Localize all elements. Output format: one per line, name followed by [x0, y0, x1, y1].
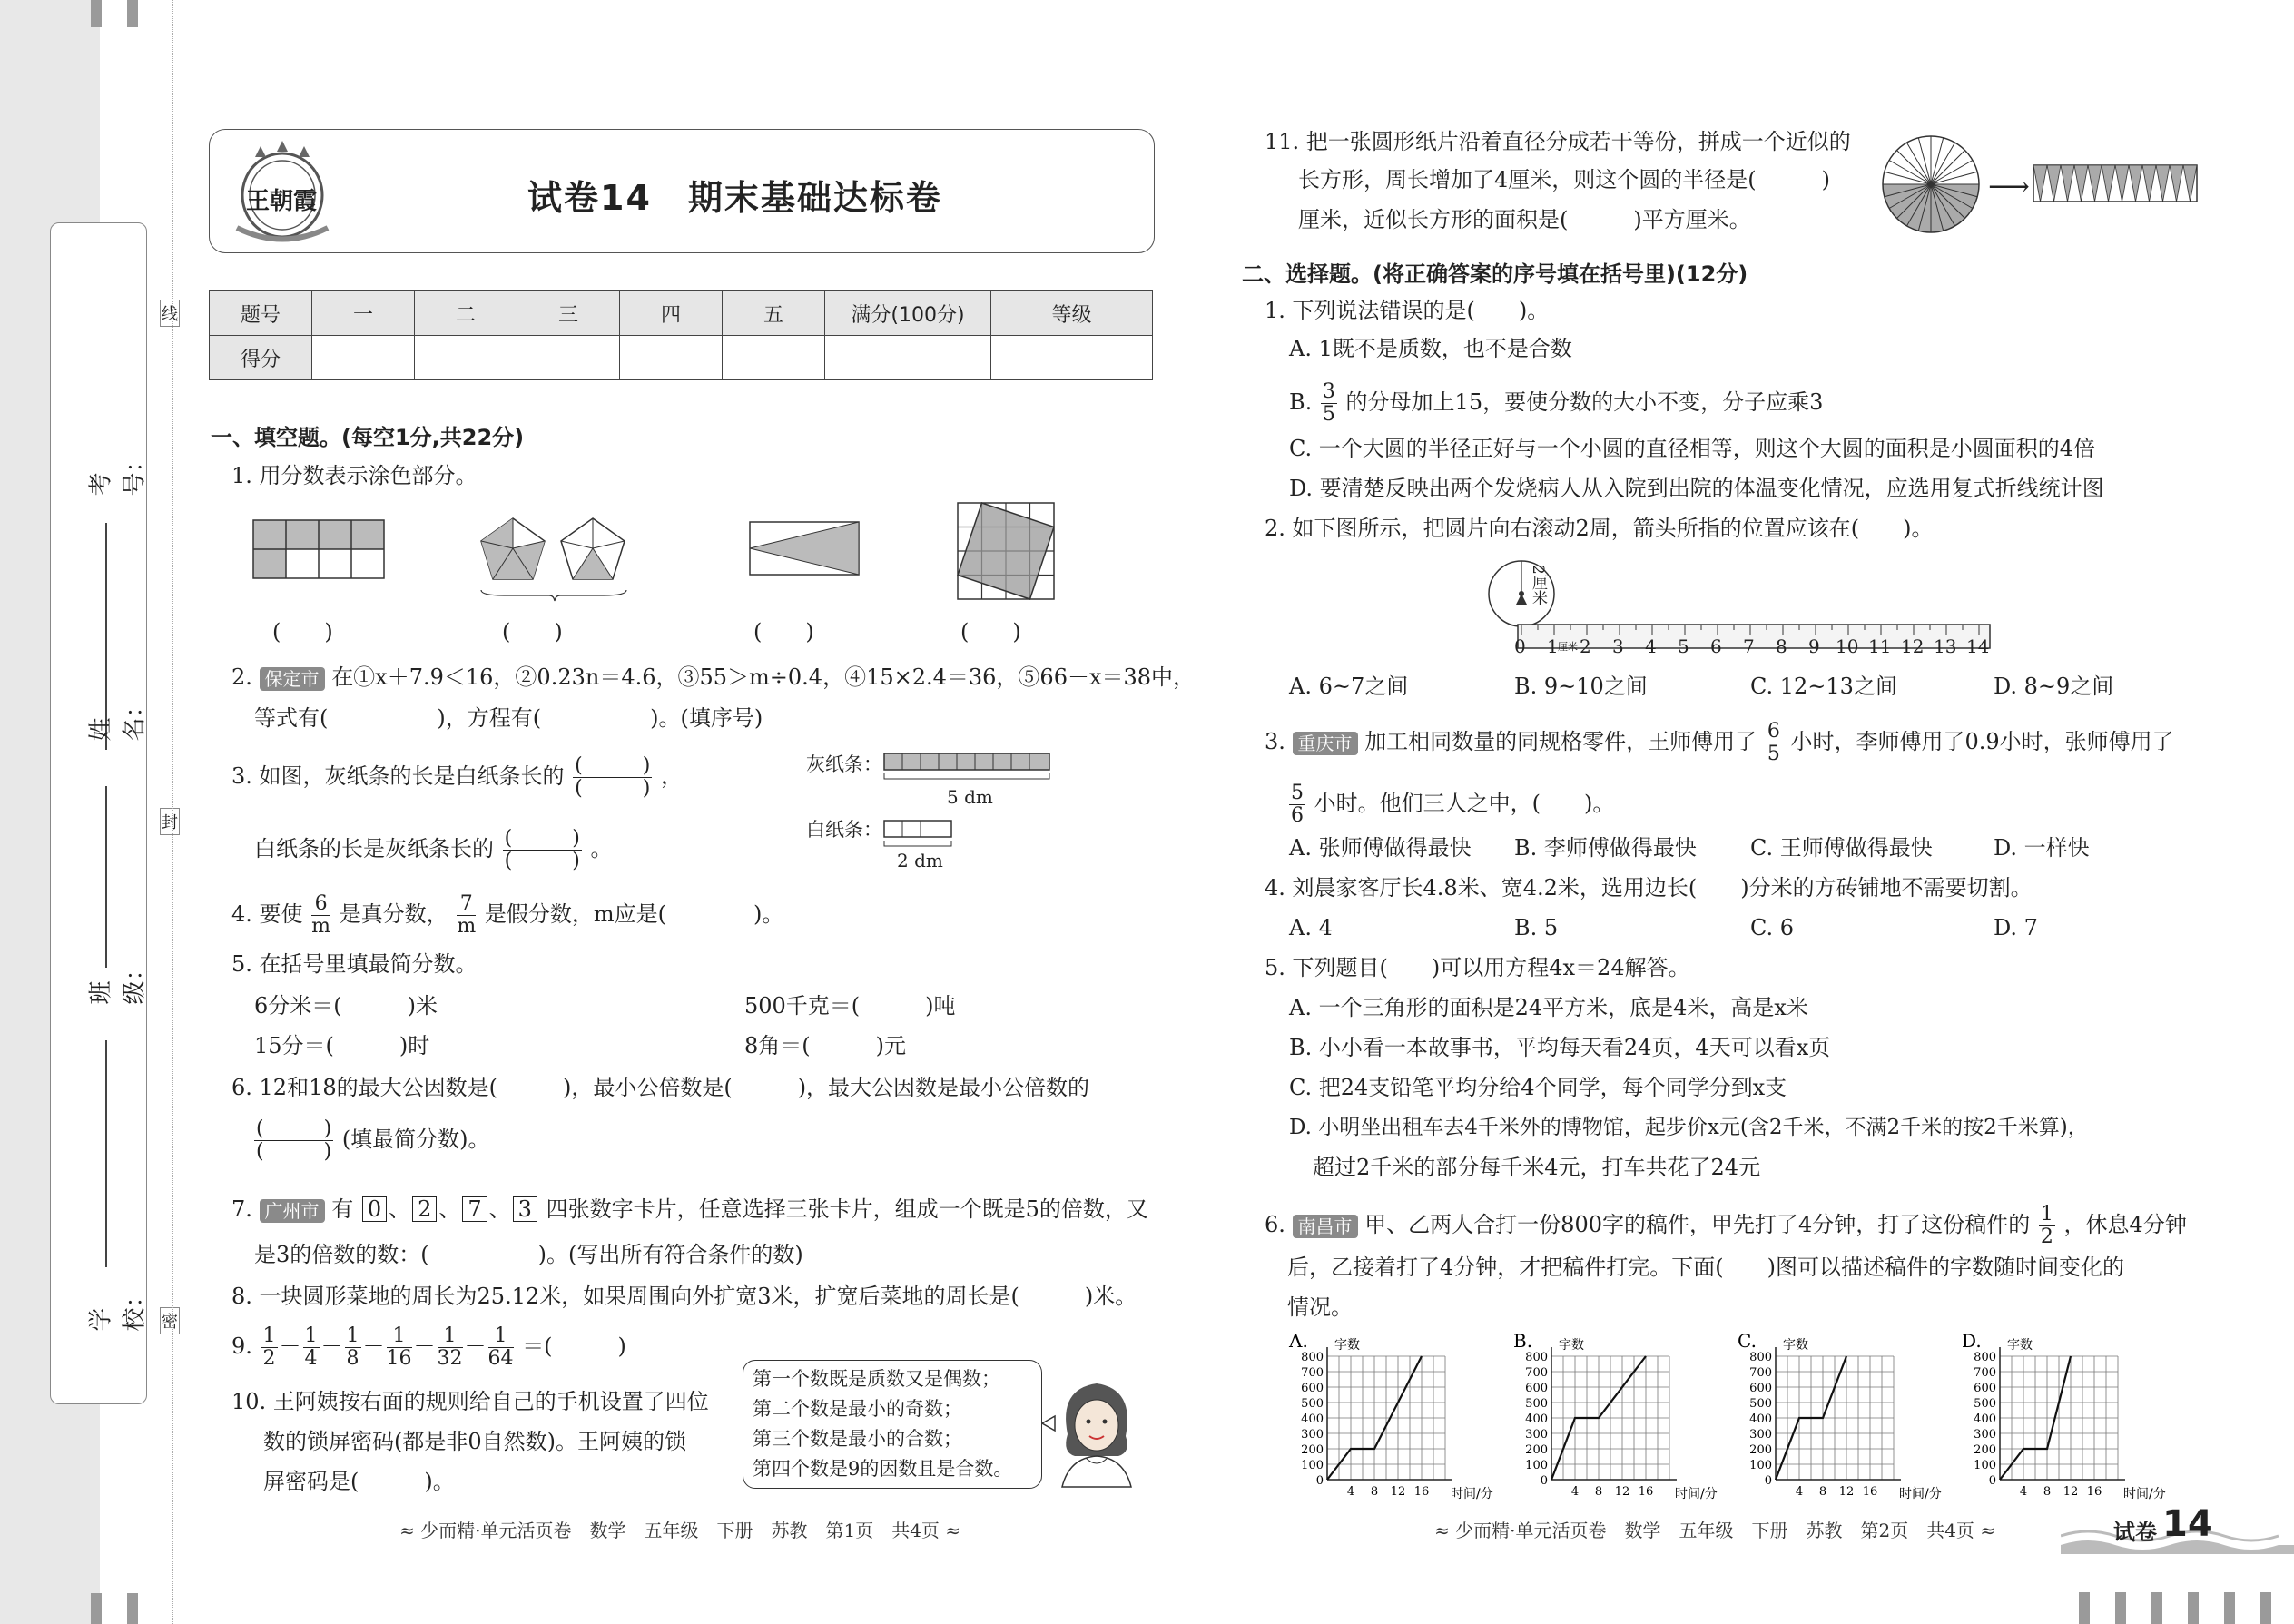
q9-fraction-3: $\frac{1}{8}$	[346, 1324, 359, 1370]
y-tick-label: 600	[1749, 1382, 1772, 1395]
q9-number: 9.	[231, 1334, 252, 1359]
q9-fraction-6: $\frac{1}{64}$	[487, 1324, 514, 1370]
x-tick-label: 4	[1795, 1485, 1804, 1499]
blank-name[interactable]	[105, 786, 107, 968]
q3-fraction-blank-2[interactable]: $\frac{( )}{( )}$	[504, 827, 580, 872]
ruler-tick-label: 14	[1966, 635, 1990, 657]
s2-q3-text-a: 加工相同数量的同规格零件，王师傅用了	[1364, 729, 1757, 754]
ruler-tick-label: 2	[1580, 635, 1591, 657]
q6-line2	[252, 1118, 490, 1163]
city-tag: 广州市	[260, 1199, 325, 1223]
digit-card-3: 3	[513, 1196, 537, 1222]
badge-prefix: 试卷	[2113, 1520, 2157, 1545]
y-tick-label: 600	[1974, 1382, 1996, 1395]
logo-text: 王朝霞	[246, 188, 318, 215]
x-axis-label: 时间/分	[2123, 1487, 2166, 1500]
score-cell[interactable]	[415, 336, 517, 380]
s2-q6-charts	[1287, 1327, 2213, 1500]
y-tick-label: 400	[1749, 1412, 1772, 1426]
col-4: 四	[620, 291, 723, 336]
chart-y-title: 字数	[1783, 1338, 1808, 1353]
q3-text-a: 3. 如图，灰纸条的长是白纸条长的	[231, 763, 565, 789]
line-chart-3	[1736, 1327, 1954, 1500]
q1-text: 1. 用分数表示涂色部分。	[231, 463, 478, 488]
ruler-unit: 厘米	[1558, 641, 1578, 653]
x-tick-label: 12	[2063, 1485, 2079, 1499]
y-tick-label: 700	[1749, 1366, 1772, 1380]
score-header-row	[210, 291, 1153, 336]
y-tick-label: 0	[1764, 1474, 1772, 1488]
chart-grid	[1327, 1356, 1445, 1480]
x-tick-label: 8	[2043, 1485, 2052, 1499]
y-tick-label: 400	[1974, 1412, 1996, 1426]
y-tick-label: 600	[1525, 1382, 1548, 1395]
s2-q1-fraction: $\frac{3}{5}$	[1322, 380, 1335, 426]
s2-q5-option-c[interactable]: C. 把24支铅笔平均分给4个同学，每个同学分到x支	[1289, 1075, 1787, 1100]
binding-info-box	[50, 222, 147, 1404]
s2-q6-number: 6.	[1265, 1212, 1285, 1237]
gray-strip-dimension: 5 dm	[947, 786, 993, 808]
y-tick-label: 700	[1525, 1366, 1548, 1380]
q8-text[interactable]: 8. 一块圆形菜地的周长为25.12米，如果周围向外扩宽3米，扩宽后菜地的周长是( )米。	[231, 1284, 1137, 1309]
q11-circle-sectors	[1881, 134, 1981, 234]
q3-line2	[254, 828, 612, 872]
option-b-label: B.	[1289, 389, 1313, 415]
x-tick-label: 16	[1638, 1485, 1654, 1499]
x-tick-label: 16	[1413, 1485, 1430, 1499]
score-cell[interactable]	[517, 336, 620, 380]
y-tick-label: 0	[1540, 1474, 1548, 1488]
section1-title: 一、填空题。(每空1分,共22分)	[211, 425, 525, 450]
y-tick-label: 200	[1749, 1443, 1772, 1457]
q9-fraction-4: $\frac{1}{16}$	[386, 1324, 412, 1370]
q9-answer-blank[interactable]: ＝( )	[522, 1334, 626, 1359]
s2-q1-option-d[interactable]: D. 要清楚反映出两个发烧病人从入院到出院的体温变化情况，应选用复式折线统计图	[1289, 476, 2104, 501]
x-tick-label: 12	[1614, 1485, 1630, 1499]
ruler-tick-label: 1	[1547, 635, 1559, 657]
ruler-tick-label: 12	[1901, 635, 1925, 657]
y-tick-label: 300	[1974, 1428, 1996, 1442]
x-tick-label: 4	[2019, 1485, 2028, 1499]
speech-bubble	[743, 1360, 1042, 1489]
x-tick-label: 16	[1862, 1485, 1878, 1499]
q11-line2[interactable]: 长方形，周长增加了4厘米，则这个圆的半径是( )	[1298, 167, 1830, 192]
q9-fraction-2: $\frac{1}{4}$	[304, 1324, 318, 1370]
s2-q2-option-b[interactable]: B. 9~10之间	[1514, 674, 1648, 699]
q11-approx-rectangle	[2030, 162, 2202, 207]
x-tick-label: 16	[2086, 1485, 2102, 1499]
ruler-tick-label: 0	[1514, 635, 1526, 657]
s2-q6-text-a: 甲、乙两人合打一份800字的稿件，甲先打了4分钟，打了这份稿件的	[1364, 1212, 2031, 1237]
ruler-tick-label: 8	[1776, 635, 1787, 657]
city-tag: 南昌市	[1293, 1215, 1358, 1238]
q5-item-1[interactable]: 6分米＝( )米	[254, 993, 438, 1019]
q10-line2: 数的锁屏密码(都是非0自然数)。王阿姨的锁	[263, 1429, 686, 1454]
s2-q4-option-b[interactable]: B. 5	[1514, 915, 1559, 940]
x-tick-label: 8	[1818, 1485, 1827, 1499]
y-tick-label: 500	[1749, 1397, 1772, 1411]
y-tick-label: 800	[1525, 1351, 1548, 1364]
q6-line1[interactable]: 6. 12和18的最大公因数是( )，最小公倍数是( )，最大公因数是最小公倍数的	[231, 1075, 1090, 1100]
q1-figure-grid	[252, 519, 387, 592]
chart-y-title: 字数	[1559, 1338, 1584, 1353]
q4-text-b: 是真分数，	[339, 901, 448, 927]
chart-option-label: D.	[1962, 1330, 1982, 1352]
margin-mark-secret: 密	[160, 1307, 180, 1334]
q7-text-b: 四张数字卡片，任意选择三张卡片，组成一个既是5的倍数，又	[546, 1196, 1148, 1222]
y-tick-label: 400	[1301, 1412, 1324, 1426]
col-5: 五	[723, 291, 825, 336]
q2-number: 2.	[231, 664, 252, 690]
s2-q4-option-c[interactable]: C. 6	[1750, 915, 1795, 940]
badge-number: 14	[2162, 1503, 2213, 1545]
ruler-tick-label: 3	[1612, 635, 1624, 657]
q6-fraction-blank[interactable]: $\frac{( )}{( )}$	[256, 1117, 332, 1163]
s2-q3-fraction-1: $\frac{6}{5}$	[1767, 720, 1780, 765]
y-tick-label: 100	[1525, 1459, 1548, 1472]
q4-fraction-1: $\frac{6}{m}$	[311, 892, 331, 938]
q1-figure-pentagons	[477, 514, 631, 605]
binding-dotted-line	[172, 0, 173, 1624]
city-tag: 重庆市	[1293, 732, 1358, 755]
title-banner	[209, 129, 1155, 253]
s2-q3-option-a[interactable]: A. 张师傅做得最快	[1289, 835, 1472, 861]
score-cell[interactable]	[723, 336, 825, 380]
label-school: 学校：	[87, 1284, 149, 1332]
q1-figure-rectangle-triangle	[749, 521, 861, 579]
x-axis-label: 时间/分	[1451, 1487, 1493, 1500]
y-tick-label: 300	[1301, 1428, 1324, 1442]
s2-q5-stem[interactable]: 5. 下列题目( )可以用方程4x＝24解答。	[1265, 955, 1690, 980]
col-3: 三	[517, 291, 620, 336]
q11-line1: 11. 把一张圆形纸片沿着直径分成若干等份，拼成一个近似的	[1265, 129, 1851, 154]
q10-line3[interactable]: 屏密码是( )。	[263, 1469, 455, 1494]
q2-line2[interactable]: 等式有( )，方程有( )。(填序号)	[254, 705, 763, 731]
q1-answer-blank-1[interactable]: ( )	[272, 619, 333, 645]
s2-q2-option-c[interactable]: C. 12~13之间	[1750, 674, 1897, 699]
y-tick-label: 200	[1974, 1443, 1996, 1457]
exam-badge	[2061, 1500, 2294, 1554]
s2-q1-option-c[interactable]: C. 一个大圆的半径正好与一个小圆的直径相等，则这个大圆的面积是小圆面积的4倍	[1289, 436, 2096, 461]
radius-label: 2厘米	[1529, 565, 1547, 605]
col-grade: 等级	[991, 291, 1153, 336]
s2-q6-text-b: ，休息4分钟	[2063, 1212, 2187, 1237]
s2-q3-line2	[1287, 782, 1614, 827]
s2-q3-fraction-2: $\frac{5}{6}$	[1291, 782, 1304, 827]
chart-grid	[1776, 1356, 1894, 1480]
ruler-tick-label: 9	[1808, 635, 1820, 657]
q3-text-b: ，	[660, 763, 683, 789]
score-cell[interactable]	[825, 336, 991, 380]
ruler-tick-label: 13	[1934, 635, 1957, 657]
col-full-score: 满分(100分)	[825, 291, 991, 336]
q5-item-2[interactable]: 500千克＝( )吨	[744, 993, 956, 1019]
score-cell[interactable]	[620, 336, 723, 380]
s2-q2-option-a[interactable]: A. 6~7之间	[1289, 674, 1409, 699]
q4-fraction-2: $\frac{7}{m}$	[457, 892, 477, 938]
binding-bottom-dashes	[91, 1593, 145, 1624]
white-strip-figure	[882, 817, 955, 853]
q9-line: 9. $\frac{1}{2}$ － $\frac{1}{4}$ － $\frac{1}{8}$ － $\frac{1}{16}$ － $\frac{1}{32}$ － $\frac{1}{64}$ ＝( )	[231, 1324, 626, 1370]
y-tick-label: 700	[1974, 1366, 1996, 1380]
y-tick-label: 500	[1301, 1397, 1324, 1411]
ruler-tick-label: 7	[1743, 635, 1755, 657]
x-tick-label: 8	[1594, 1485, 1603, 1499]
page-title: 试卷14 期末基础达标卷	[527, 178, 942, 218]
s2-q5-option-a[interactable]: A. 一个三角形的面积是24平方米，底是4米，高是x米	[1289, 995, 1808, 1020]
s2-q6-line2[interactable]: 后，乙接着打了4分钟，才把稿件打完。下面( )图可以描述稿件的字数随时间变化的	[1287, 1255, 2124, 1280]
y-tick-label: 400	[1525, 1412, 1548, 1426]
q1-answer-blank-3[interactable]: ( )	[753, 619, 814, 645]
row-score-label: 得分	[210, 336, 312, 380]
q4-text-a: 4. 要使	[231, 901, 303, 927]
margin-mark-seal: 封	[160, 808, 180, 835]
y-tick-label: 0	[1988, 1474, 1996, 1488]
q7-line2[interactable]: 是3的倍数的数：( )。(写出所有符合条件的数)	[254, 1242, 803, 1267]
s2-q5-option-d-line1[interactable]: D. 小明坐出租车去4千米外的博物馆，起步价x元(含2千米，不满2千米的按2千米算)，	[1289, 1116, 2089, 1139]
x-tick-label: 4	[1346, 1485, 1355, 1499]
s2-q3-text-b: 小时，李师傅用了0.9小时，张师傅用了	[1790, 729, 2174, 754]
woman-illustration	[1042, 1371, 1147, 1489]
s2-q6-line1	[1265, 1204, 2187, 1248]
chart-y-title: 字数	[1334, 1338, 1360, 1353]
y-tick-label: 100	[1749, 1459, 1772, 1472]
score-cell[interactable]	[991, 336, 1153, 380]
q4-line	[231, 893, 783, 938]
y-tick-label: 800	[1749, 1351, 1772, 1364]
chart-grid	[1551, 1356, 1669, 1480]
label-name: 姓名：	[87, 694, 149, 742]
chart-option-label: B.	[1513, 1330, 1533, 1352]
ruler-tick-label: 10	[1836, 635, 1859, 657]
q11-line3[interactable]: 厘米，近似长方形的面积是( )平方厘米。	[1298, 207, 1751, 232]
ruler-tick-label: 11	[1868, 635, 1892, 657]
q5-item-4[interactable]: 8角＝( )元	[744, 1033, 906, 1058]
q10-line1: 10. 王阿姨按右面的规则给自己的手机设置了四位	[231, 1389, 709, 1414]
bubble-rule-3: 第三个数是最小的合数；	[753, 1428, 962, 1450]
s2-q3-option-b[interactable]: B. 李师傅做得最快	[1514, 835, 1697, 861]
x-tick-label: 12	[1838, 1485, 1855, 1499]
x-tick-label: 8	[1370, 1485, 1379, 1499]
ruler-labels	[1480, 635, 1997, 659]
footer-right: ≈ 少而精·单元活页卷 数学 五年级 下册 苏教 第2页 共4页 ≈	[1434, 1520, 1996, 1541]
digit-card-7: 7	[462, 1196, 487, 1222]
footer-left: ≈ 少而精·单元活页卷 数学 五年级 下册 苏教 第1页 共4页 ≈	[399, 1520, 961, 1541]
chart-y-title: 字数	[2007, 1338, 2033, 1353]
binding-top-dashes	[91, 0, 145, 27]
blank-class[interactable]	[105, 1040, 107, 1267]
score-cell[interactable]	[312, 336, 415, 380]
line-chart-2	[1511, 1327, 1729, 1500]
q3-line1	[231, 755, 683, 800]
s2-q4-option-a[interactable]: A. 4	[1289, 915, 1333, 940]
y-tick-label: 100	[1974, 1459, 1996, 1472]
y-tick-label: 800	[1974, 1351, 1996, 1364]
col-1: 一	[312, 291, 415, 336]
s2-q1-option-a[interactable]: A. 1既不是质数，也不是合数	[1289, 336, 1572, 361]
option-b-text: 的分母加上15，要使分数的大小不变，分子应乘3	[1345, 389, 1824, 415]
city-tag: 保定市	[260, 667, 325, 691]
s2-q6-fraction: $\frac{1}{2}$	[2040, 1203, 2053, 1248]
digit-card-0: 0	[362, 1196, 387, 1222]
col-2: 二	[415, 291, 517, 336]
score-table	[209, 290, 1153, 380]
s2-q5-option-b[interactable]: B. 小小看一本故事书，平均每天看24页，4天可以看x页	[1289, 1035, 1831, 1060]
q9-fraction-5: $\frac{1}{32}$	[437, 1324, 463, 1370]
white-strip-label: 白纸条：	[806, 819, 882, 841]
score-row	[210, 336, 1153, 380]
q2-text: 在①x＋7.9＜16，②0.23n＝4.6，③55＞m÷0.4，④15×2.4＝36，⑤66－x＝38中，	[331, 664, 1196, 690]
s2-q3-text-c[interactable]: 小时。他们三人之中，( )。	[1314, 791, 1615, 816]
line-chart-4	[1960, 1327, 2178, 1500]
x-axis-label: 时间/分	[1675, 1487, 1718, 1500]
q5-item-3[interactable]: 15分＝( )时	[254, 1033, 430, 1058]
chart-option-label: A.	[1289, 1330, 1308, 1352]
y-tick-label: 200	[1301, 1443, 1324, 1457]
y-tick-label: 0	[1315, 1474, 1324, 1488]
q2-line1	[231, 663, 1195, 692]
y-tick-label: 200	[1525, 1443, 1548, 1457]
line-chart-1	[1287, 1327, 1505, 1500]
gray-strip-label: 灰纸条：	[806, 753, 882, 775]
y-tick-label: 600	[1301, 1382, 1324, 1395]
ruler-tick-label: 5	[1678, 635, 1689, 657]
s2-q6-line3: 情况。	[1287, 1294, 1353, 1320]
bubble-rule-2: 第二个数是最小的奇数；	[753, 1398, 962, 1420]
q1-answer-blank-2[interactable]: ( )	[502, 619, 563, 645]
y-tick-label: 100	[1301, 1459, 1324, 1472]
q9-fraction-1: $\frac{1}{2}$	[262, 1324, 276, 1370]
label-exam-number: 考号：	[87, 448, 149, 497]
bubble-rule-1: 第一个数既是质数又是偶数；	[753, 1368, 1000, 1390]
s2-q4-stem[interactable]: 4. 刘晨家客厅长4.8米、宽4.2米，选用边长( )分米的方砖铺地不需要切割。	[1265, 875, 2033, 901]
q7-number: 7.	[231, 1196, 252, 1222]
x-tick-label: 12	[1390, 1485, 1406, 1499]
s2-q1-option-b[interactable]	[1289, 381, 1823, 426]
q3-text-d: 。	[590, 836, 613, 861]
s2-q2-option-d[interactable]: D. 8~9之间	[1994, 674, 2114, 699]
s2-q5-option-d-line2: 超过2千米的部分每千米4元，打车共花了24元	[1313, 1155, 1761, 1180]
x-tick-label: 4	[1570, 1485, 1580, 1499]
chart-grid	[2000, 1356, 2118, 1480]
q3-fraction-blank-1[interactable]: $\frac{( )}{( )}$	[575, 754, 651, 800]
s2-q4-option-d[interactable]: D. 7	[1994, 915, 2038, 940]
chart-option-label: C.	[1738, 1330, 1757, 1352]
arrow-right-icon: ⟶	[1988, 169, 2030, 203]
y-tick-label: 700	[1301, 1366, 1324, 1380]
q6-text: (填最简分数)。	[341, 1127, 490, 1152]
s2-q3-line1	[1265, 721, 2174, 765]
q1-answer-blank-4[interactable]: ( )	[960, 619, 1021, 645]
col-question-number: 题号	[210, 291, 312, 336]
digit-card-2: 2	[412, 1196, 437, 1222]
y-tick-label: 500	[1525, 1397, 1548, 1411]
label-class: 班级：	[87, 957, 149, 1005]
ruler-tick-label: 4	[1645, 635, 1657, 657]
x-axis-label: 时间/分	[1899, 1487, 1942, 1500]
q4-text-c[interactable]: 是假分数，m应是( )。	[484, 901, 784, 927]
white-strip-dimension: 2 dm	[897, 850, 943, 871]
bubble-rule-4: 第四个数是9的因数且是合数。	[753, 1458, 1013, 1480]
q7-line1: 7. 广州市 有 0 、 2 、 7 、 3 四张数字卡片，任意选择三张卡片，组成一个既是5的倍数，又	[231, 1196, 1148, 1222]
s2-q3-option-c[interactable]: C. 王师傅做得最快	[1750, 835, 1933, 861]
q7-text-a: 有	[331, 1196, 354, 1222]
y-tick-label: 300	[1525, 1428, 1548, 1442]
y-tick-label: 300	[1749, 1428, 1772, 1442]
y-tick-label: 800	[1301, 1351, 1324, 1364]
s2-q1-stem[interactable]: 1. 下列说法错误的是( )。	[1265, 298, 1550, 323]
q3-text-c: 白纸条的长是灰纸条长的	[254, 836, 494, 861]
s2-q2-stem[interactable]: 2. 如下图所示，把圆片向右滚动2周，箭头所指的位置应该在( )。	[1265, 516, 1934, 541]
y-tick-label: 500	[1974, 1397, 1996, 1411]
q1-figure-square-grid	[956, 501, 1058, 603]
s2-q3-number: 3.	[1265, 729, 1285, 754]
q5-title: 5. 在括号里填最简分数。	[231, 951, 478, 977]
s2-q3-option-d[interactable]: D. 一样快	[1994, 835, 2090, 861]
section2-title: 二、选择题。(将正确答案的序号填在括号里)(12分)	[1242, 261, 1748, 287]
ruler-tick-label: 6	[1710, 635, 1722, 657]
margin-mark-line: 线	[160, 300, 180, 327]
bottom-right-dashes	[2079, 1570, 2294, 1624]
